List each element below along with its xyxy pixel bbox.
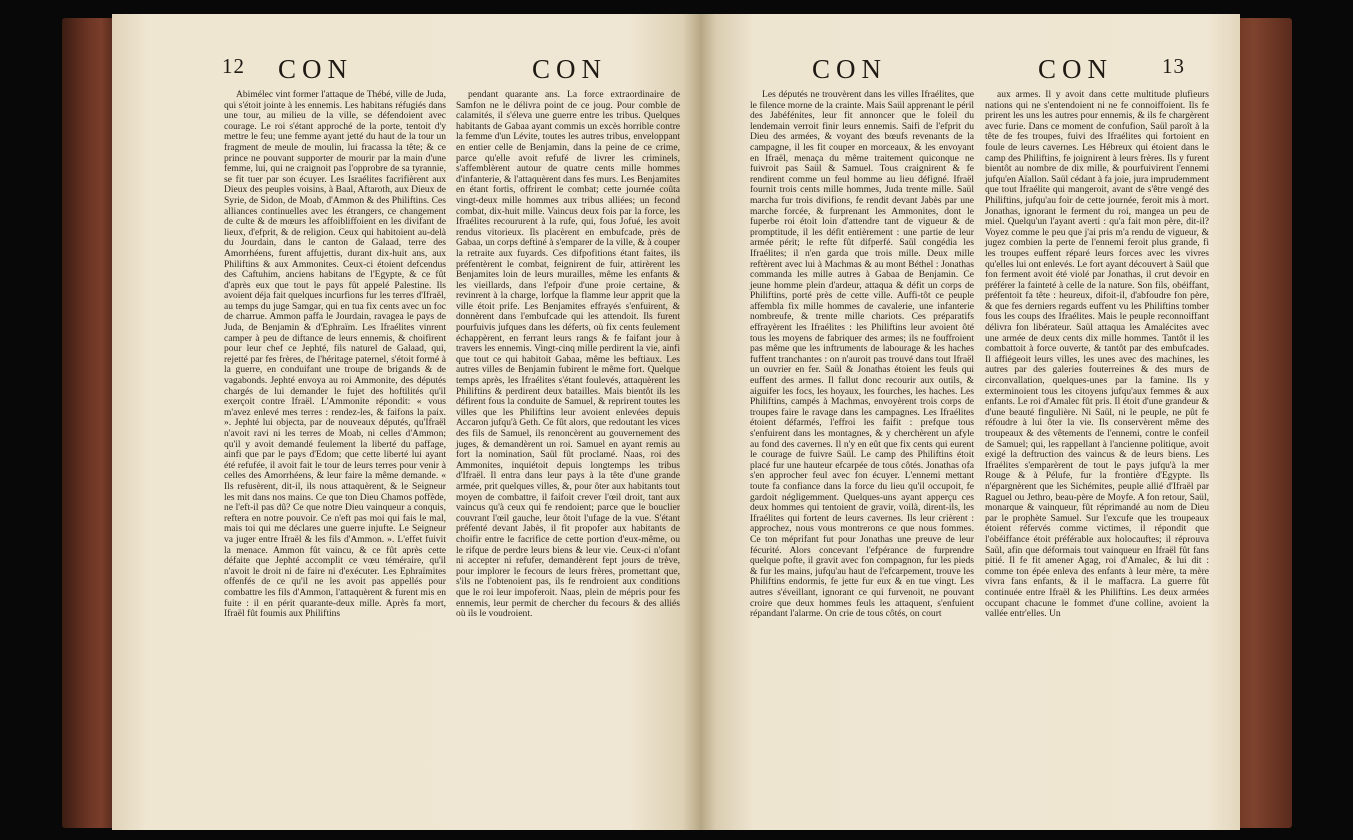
running-header: CON	[278, 54, 354, 84]
paragraph: Les députés ne trouvèrent dans les villes Ifraélites, que le filence morne de la crainte. Mais Saül apprenant le péril des Jabéfénites, leur fit annoncer que le foleil du lendemain verroit finir leurs ennemis. Saifi de l'efprit du Dieu des armées, & voyant des bœufs revenants de la campagne, il les fit couper en morceaux, & les envoyant en Ifraël, menaça du même traitement quiconque ne fuivroit pas Saül & Samuel. Tous craignirent & fe rendirent comme un feul homme au lieu défigné. Ifraël fournit trois cents mille hommes, Juda trente mille. Saül marcha fur trois divifions, fe rendit devant Jabès par une marche forcée, & furprenant les Ammonites, dont le fuperbe roi étoit loin d'attendre tant de vigueur & de promptitude, il les défit entièrement : une partie de leur armée périt; le refte fût difperfé. Saül congédia les Ifraélites; il n'en garda que trois mille. Deux mille reftèrent avec lui à Machmas & au mont Béthel : Jonathas commanda les mille autres à Gabaa de Benjamin. Ce jeune homme plein d'ardeur, attaqua & défit un corps de Philiftins, porté près de cette ville. Auffi-tôt ce peuple affembla fix mille hommes de cavalerie, une infanterie nombreufe, & trente mille chariots. Ces préparatifs effrayèrent les Ifraélites : les Philiftins leur avoient ôté tous les moyens de fabriquer des armes; ils ne fouffroient pas même que les inftruments de labourage & les haches fuffent tranchantes : on n'auroit pas trouvé dans tout Ifraël un ouvrier en fer. Saül & Jonathas étoient les feuls qui euffent des armes. Il fallut donc recourir aux outils, & aiguifer les focs, les hoyaux, les fourches, les haches. Les Philiftins, campés à Machmas, envoyèrent trois corps de troupes faire le ravage dans les campagnes. Les Ifraélites étoient défarmés, l'effroi les faifit : prefque tous s'enfuirent dans les montagnes, & y cherchèrent un afyle au fond des cavernes. Il n'y en eût que fix cents qui eurent le courage de fuivre Saül. Le camp des Philiftins étoit placé fur une hauteur efcarpée de tous côtés. Jonathas ofa s'en approcher feul avec fon écuyer. L'ennemi mettant toute fa confiance dans la force du lieu qu'il occupoit, fe gardoit négligemment. Quelques-uns ayant apperçu ces deux hommes qui tentoient de gravir, voilà, dirent-ils, les Ifraélites qui fortent de leurs cavernes. Ils leur crièrent : approchez, nous vous montrerons ce que nous fommes. Ce ton méprifant fut pour Jonathas une preuve de leur fécurité. Alors concevant l'efpérance de furprendre quelque pofte, il gravit avec fon compagnon, fur les pieds & fur les mains, jufqu'au haut de l'efcarpement, trouve les Philiftins endormis, fe jette fur eux & en tue vingt. Les autres s'éveillant, ignorant ce qui furvenoit, ne pouvant croire que deux hommes feuls les attaquent, s'enfuient répandant l'alarme. On crie de tous côtés, on court	[750, 89, 974, 620]
left-cover-edge	[62, 18, 118, 828]
text-column	[750, 90, 974, 620]
page-number: 13	[1162, 54, 1185, 78]
paragraph: pendant quarante ans. La force extraordinaire de Samfon ne le délivra point de ce joug. Pour comble de calamités, il s'éleva une guerre entre les tribus. Quelques habitants de Gabaa ayant commis un excès horrible contre la femme d'un Lévite, toutes les autres tribus, enveloppant en entier celle de Benjamin, dans la peine de ce crime, parce qu'elle avoit refufé de livrer les criminels, s'affemblèrent autour de quatre cents mille hommes d'infanterie, & l'attaquèrent dans fes murs. Les Benjamites en étant fortis, offrirent le combat; cette journée coûta vingt-deux mille hommes aux tribus alliées; un fecond combat, dix-huit mille. Vaincus deux fois par la force, les Ifraélites recoururent à la rufe, qui, fous Jofué, les avoit rendus vitorieux. Ils placèrent en embufcade, près de Gabaa, un corps deftiné à s'emparer de la ville, & à couper la retraite aux fuyards. Ces difpofitions étant faites, ils préfentèrent le combat, feignirent de fuir, attirèrent les Benjamites loin de leurs murailles, même les enfants & les vieillards, dans l'efpoir d'une proie certaine, & revinrent à la charge, lorfque la flamme leur apprit que la ville étoit prife. Les Benjamites effrayés s'enfuirent, & donnèrent dans l'embufcade qui les attendoit. Ils furent pourfuivis jufques dans les déferts, où fix cents feulement échappèrent, en ferrant leurs rangs & fe faifant jour à travers les ennemis. Vingt-cinq mille perdirent la vie, ainfi que tout ce qui habitoit Gabaa, même les beftiaux. Les autres villes de Benjamin fubirent le même fort. Quelque temps après, les Ifraélites s'étant foulevés, attaquèrent les Philiftins & perdirent deux batailles. Mais bientôt ils les défirent fous la conduite de Samuel, & reprirent toutes les villes que les Philiftins leur avoient enlevées depuis Accaron jufqu'à Geth. Ce fût alors, que redoutant les vices des fils de Samuel, ils renoncèrent au gouvernement des juges, & demandèrent un roi. Samuel en ayant remis au fort la nomination, Saül fût proclamé. Naas, roi des Ammonites, inquiétoit depuis longtemps les tribus d'Ifraël. Il entra dans leur pays à la tête d'une grande armée, prit quelques villes, &, pour ôter aux habitants tout moyen de combattre, il faifoit crever l'œil droit, tant aux vaincus qu'à ceux qui fe rendoient; parce que le bouclier couvrant l'œil gauche, leur ôtoit l'ufage de la vue. S'étant préfenté devant Jabès, il fit propofer aux habitants de choifir entre le facrifice de cette portion d'eux-même, ou le rifque de perdre leurs biens & leur vie. Ceux-ci n'ofant ni accepter ni refufer, demandèrent fept jours de trève, pour implorer le fecours de leurs frères, promettant que, s'ils ne l'obtenoient pas, ils fe rendroient aux conditions que le roi leur impoferoit. Naas, plein de mépris pour fes ennemis, leur permit de chercher du fecours & des alliés où ils le voudroient.	[456, 89, 680, 620]
right-page	[700, 14, 1240, 830]
page-number: 12	[222, 54, 245, 78]
paragraph: aux armes. Il y avoit dans cette multitude plufieurs nations qui ne s'entendoient ni ne fe connoiffoient. Ils fe prirent les uns les autres pour ennemis, & ils fe chargèrent avec furie. Dans ce moment de confufion, Saül paroît à la tête de fes troupes, fuivi des Ifraélites qui fortoient en foule de leurs cavernes. Les Hébreux qui étoient dans le camp des Philiftins, fe joignirent à leurs frères. Ils y furent bientôt au nombre de dix mille, & pourfuivirent l'ennemi jufqu'en Aïallon. Saül cédant à fa joie, jura imprudemment que tout Ifraélite qui mangeroit, avant de s'être vengé des Philiftins, jufqu'au foir de cette journée, feroit mis à mort. Jonathas, ignorant le ferment du roi, mangea un peu de miel. Quelqu'un l'ayant averti : qu'a fait mon père, dit-il? Voyez comme le peu que j'ai pris m'a rendu de vigueur, & jugez combien la perte de l'ennemi feroit plus grande, fi les troupes euffent réparé leurs forces avec les vivres qu'elles lui ont enlevés. Le fort ayant découvert à Saül que fon ferment avoit été violé par Jonathas, il crut devoir en préférer la fainteté à celle de la nature. Son fils, obéiffant, préfentoit fa tête : heureux, difoit-il, d'abfoudre fon père, & que fes derniers regards euffent vu les Philiftins tomber fous les coups des Ifraélites. Mais le peuple reconnoiffant délivra fon libérateur. Saül attaqua les Amalécites avec une armée de deux cents dix mille hommes. Tantôt il les combattoit à force ouverte, & tantôt par des embufcades. Il affiégeoit leurs villes, les unes avec des machines, les autres par des galeries fouterreines & des murs de circonvallation, quelques-unes par la famine. Ils y exterminoient tous les citoyens jufqu'aux femmes & aux enfants. Le roi d'Amalec fût pris. Il étoit d'une grandeur & d'une beauté fingulière. Ni Saül, ni le peuple, ne pût fe réfoudre à lui ôter la vie. Ils conservèrent même des troupeaux & des vêtements de l'ennemi, contre le confeil de Samuel; qui, les rappellant à l'ancienne politique, avoit exigé la deftruction des vaincus & de leurs biens. Les Ifraélites s'emparèrent de tout le pays jufqu'à la mer Rouge & à Pélufe, fur la frontière d'Egypte. Ils n'épargnèrent que les Sichémites, peuple allié d'Ifraël par Raguel ou Jethro, beau-père de Moyfe. A fon retour, Saül, monarque & vainqueur, fût réprimandé au nom de Dieu par le prophète Samuel. Sur l'excufe que les troupeaux étoient réfervés comme victimes, il répondit que l'obéiffance étoit préférable aux holocauftes; il réprouva Saül, afin que déformais tout vainqueur en Ifraël fût fans pitié. Il fe fit amener Agag, roi d'Amalec, & lui dit : comme ton épée enleva des enfants à leur mère, ta mère vivra fans enfants, & il le maffacra. La guerre fût continuée entre Ifraël & les Philiftins. Les deux armées occupant chacune le fommet d'une colline, avoient la vallée entr'elles. Un	[985, 89, 1209, 620]
running-header: CON	[1038, 54, 1114, 84]
paragraph: Abimélec vint former l'attaque de Thébé, ville de Juda, qui s'étoit jointe à les ennemis. Les habitans réfugiés dans une tour, au milieu de la ville, se défendoient avec courage. Le roi s'étant approché de la porte, tentoit d'y mettre le feu; une femme ayant jetté du haut de la tour un fragment de meule de moulin, lui fracassa la tête; & ce prince ne pouvant supporter de mourir par la main d'une femme, lui, qui ne craignoit pas l'opprobre de sa tyrannie, se fit tuer par son écuyer. Les Israélites facrifièrent aux Dieux des peuples voisins, à Baal, Aftaroth, aux Dieux de Syrie, de Sidon, de Moab, d'Ammon & des Philiftins. Ces alliances continuelles avec les étrangers, ce changement de culte & de mœurs les affoibliffoient en les divifant de lieux, d'efprit, & de religion. Ceux qui habitoient au-delà du Jourdain, dans le canton de Galaad, terre des Amorrhéens, furent affujettis, durant dix-huit ans, aux Philiftins & aux Ammonites. Ceux-ci étoient defcendus des Caftuhim, anciens habitans de l'Egypte, & ce fût d'après eux que tout le pays fût appelé Palestine. Ils avoient déja fait quelques incurfions fur les terres d'Ifraël, au temps du juge Samgar, qui en tua fix cents avec un foc de charrue. Ammon paffa le Jourdain, ravagea le pays de Juda, de Benjamin & d'Ephraïm. Les Ifraélites vinrent camper à peu de diftance de leurs ennemis, & choifirent pour leur chef ce Jephté, fils naturel de Galaad, qui, rejetté par fes frères, de l'héritage paternel, s'étoit formé à la guerre, en conduifant une troupe de brigands & de vagabonds. Jephté envoya au roi Ammonite, des députés chargés de lui demander le fujet des hoftilités qu'il exerçoit contre Ifraël. L'Ammonite répondit: « vous m'avez enlevé mes terres : rendez-les, & faifons la paix. ». Jephté lui objecta, par de nouveaux députés, qu'Ifraël n'avoit ravi ni les terres de Moab, ni celles d'Ammon; qu'il y avoit demandé feulement la liberté du paffage, ainfi que par le pays d'Edom; que cette liberté lui ayant été refufée, il avoit fait le tour de leurs terres pour venir à celles des Amorrhéens, & leur faire la même demande. « Ils refusèrent, dit-il, ils nous attaquèrent, & le Seigneur les mit dans nos mains. Ce que ton Dieu Chamos poffède, ne l'eft-il pas dû? Ce que notre Dieu vainqueur a conquis, reftera en notre pouvoir. Ce n'eft pas moi qui fais le mal, mais toi qui me déclares une guerre injufte. Le Seigneur va juger entre Ifraël & les fils d'Ammon. ». L'effet fuivit la menace. Ammon fût vaincu, & ce fût après cette défaite que Jephté accomplit ce vœu téméraire, qu'il n'avoit le droit ni de faire ni d'exécuter. Les Ephraïmites offenfés de ce qu'il ne les avoit pas appellés pour combattre les fils d'Ammon, l'attaquèrent & furent mis en fuite : il en périt quarante-deux mille. Après fa mort, Ifraël fût foumis aux Philiftins	[224, 89, 446, 620]
text-column	[224, 90, 446, 620]
running-header: CON	[812, 54, 888, 84]
running-header: CON	[532, 54, 608, 84]
text-column	[985, 90, 1209, 620]
text-column	[456, 90, 680, 620]
left-page	[112, 14, 700, 830]
